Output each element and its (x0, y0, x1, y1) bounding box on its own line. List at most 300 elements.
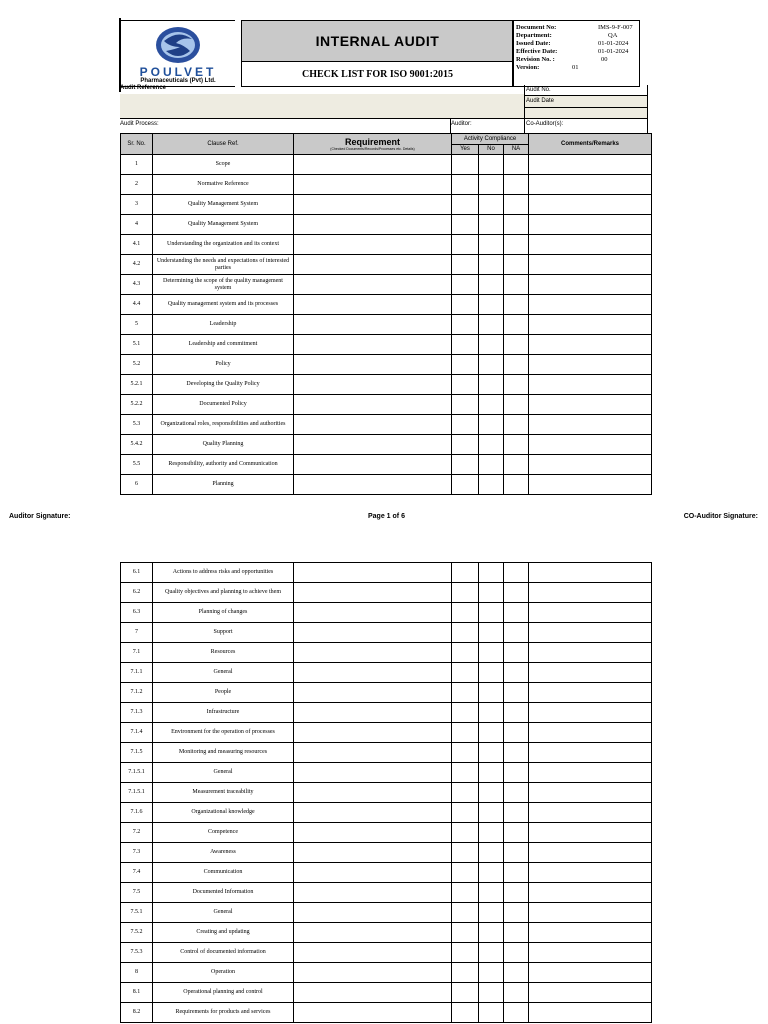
na-cell[interactable] (504, 195, 529, 215)
sr-no-cell: 4.1 (121, 235, 153, 255)
clause-cell: Determining the scope of the quality management system (153, 275, 294, 295)
requirement-cell[interactable] (294, 1003, 452, 1023)
na-cell[interactable] (504, 335, 529, 355)
sr-no-cell: 7.1.2 (121, 683, 153, 703)
no-cell[interactable] (479, 823, 504, 843)
no-cell[interactable] (479, 235, 504, 255)
clause-cell: Creating and updating (153, 923, 294, 943)
yes-cell[interactable] (452, 235, 479, 255)
sr-no-cell: 7.1.6 (121, 803, 153, 823)
requirement-cell[interactable] (294, 643, 452, 663)
requirement-cell[interactable] (294, 335, 452, 355)
table-row (121, 623, 652, 643)
clause-cell: Policy (153, 355, 294, 375)
requirement-cell[interactable] (294, 923, 452, 943)
yes-cell[interactable] (452, 843, 479, 863)
yes-cell[interactable] (452, 155, 479, 175)
na-cell[interactable] (504, 603, 529, 623)
table-row (121, 375, 652, 395)
table-row (121, 663, 652, 683)
na-cell[interactable] (504, 275, 529, 295)
clause-cell: Awareness (153, 843, 294, 863)
no-cell[interactable] (479, 155, 504, 175)
na-cell[interactable] (504, 1003, 529, 1023)
yes-cell[interactable] (452, 375, 479, 395)
sr-no-cell: 6.1 (121, 563, 153, 583)
clause-cell: General (153, 903, 294, 923)
audit-process-label: Audit Process: (120, 121, 159, 127)
no-cell[interactable] (479, 703, 504, 723)
comments-cell[interactable] (529, 603, 652, 623)
clause-cell: Responsibility, authority and Communication (153, 455, 294, 475)
no-cell[interactable] (479, 623, 504, 643)
requirement-cell[interactable] (294, 475, 452, 495)
yes-cell[interactable] (452, 315, 479, 335)
sr-no-cell: 8 (121, 963, 153, 983)
comments-cell[interactable] (529, 1003, 652, 1023)
comments-header: Comments/Remarks (529, 134, 652, 155)
no-cell[interactable] (479, 395, 504, 415)
na-cell[interactable] (504, 583, 529, 603)
sr-no-cell: 7.5.2 (121, 923, 153, 943)
no-cell[interactable] (479, 335, 504, 355)
comments-cell[interactable] (529, 455, 652, 475)
table-row (121, 723, 652, 743)
doc-info-row: Issued Date: 01-01-2024 (516, 40, 629, 47)
na-cell[interactable] (504, 843, 529, 863)
comments-cell[interactable] (529, 175, 652, 195)
requirement-cell[interactable] (294, 943, 452, 963)
clause-cell: Actions to address risks and opportunities (153, 563, 294, 583)
sr-no-cell: 7.3 (121, 843, 153, 863)
table-row (121, 903, 652, 923)
sr-no-cell: 4.2 (121, 255, 153, 275)
clause-cell: Environment for the operation of processes (153, 723, 294, 743)
requirement-cell[interactable] (294, 255, 452, 275)
table-row (121, 315, 652, 335)
yes-cell[interactable] (452, 355, 479, 375)
clause-cell: General (153, 663, 294, 683)
yes-cell[interactable] (452, 583, 479, 603)
no-cell[interactable] (479, 475, 504, 495)
table-row (121, 335, 652, 355)
yes-cell[interactable] (452, 783, 479, 803)
comments-cell[interactable] (529, 295, 652, 315)
requirement-cell[interactable] (294, 803, 452, 823)
sr-no-cell: 7.5.1 (121, 903, 153, 923)
na-cell[interactable] (504, 943, 529, 963)
yes-cell[interactable] (452, 475, 479, 495)
no-cell[interactable] (479, 783, 504, 803)
no-cell[interactable] (479, 963, 504, 983)
yes-cell[interactable] (452, 903, 479, 923)
requirement-subtitle: (Checked Documents/Records/Processes etc. Details) (330, 146, 415, 151)
requirement-cell[interactable] (294, 663, 452, 683)
table-row (121, 275, 652, 295)
divider (525, 95, 648, 96)
na-cell[interactable] (504, 703, 529, 723)
clause-cell: Measurement traceability (153, 783, 294, 803)
clause-cell: Monitoring and measuring resources (153, 743, 294, 763)
no-cell[interactable] (479, 215, 504, 235)
comments-cell[interactable] (529, 335, 652, 355)
na-cell[interactable] (504, 923, 529, 943)
comments-cell[interactable] (529, 475, 652, 495)
audit-reference-field[interactable] (120, 94, 524, 118)
comments-cell[interactable] (529, 643, 652, 663)
requirement-cell[interactable] (294, 703, 452, 723)
yes-cell[interactable] (452, 663, 479, 683)
no-cell[interactable] (479, 315, 504, 335)
no-cell[interactable] (479, 563, 504, 583)
yes-cell[interactable] (452, 563, 479, 583)
na-cell[interactable] (504, 803, 529, 823)
na-cell[interactable] (504, 355, 529, 375)
requirement-cell[interactable] (294, 455, 452, 475)
na-cell[interactable] (504, 455, 529, 475)
yes-cell[interactable] (452, 435, 479, 455)
requirement-cell[interactable] (294, 983, 452, 1003)
comments-cell[interactable] (529, 743, 652, 763)
co-auditor-signature-label: CO-Auditor Signature: (683, 513, 758, 520)
yes-cell[interactable] (452, 743, 479, 763)
comments-cell[interactable] (529, 823, 652, 843)
clause-cell: Communication (153, 863, 294, 883)
na-cell[interactable] (504, 863, 529, 883)
na-cell[interactable] (504, 255, 529, 275)
comments-cell[interactable] (529, 623, 652, 643)
comments-cell[interactable] (529, 155, 652, 175)
yes-cell[interactable] (452, 883, 479, 903)
no-cell[interactable] (479, 863, 504, 883)
yes-cell[interactable] (452, 415, 479, 435)
comments-cell[interactable] (529, 275, 652, 295)
yes-cell[interactable] (452, 195, 479, 215)
na-cell[interactable] (504, 563, 529, 583)
yes-cell[interactable] (452, 1003, 479, 1023)
clause-cell: Control of documented information (153, 943, 294, 963)
clause-cell: Operational planning and control (153, 983, 294, 1003)
na-cell[interactable] (504, 823, 529, 843)
yes-cell[interactable] (452, 175, 479, 195)
no-cell[interactable] (479, 683, 504, 703)
sr-no-cell: 7.4 (121, 863, 153, 883)
requirement-cell[interactable] (294, 903, 452, 923)
table-row (121, 235, 652, 255)
yes-cell[interactable] (452, 923, 479, 943)
requirement-cell[interactable] (294, 723, 452, 743)
no-cell[interactable] (479, 583, 504, 603)
yes-cell[interactable] (452, 803, 479, 823)
company-logo (120, 20, 235, 87)
clause-ref-header: Clause Ref. (153, 134, 294, 155)
comments-cell[interactable] (529, 583, 652, 603)
requirement-cell[interactable] (294, 843, 452, 863)
comments-cell[interactable] (529, 315, 652, 335)
yes-cell[interactable] (452, 275, 479, 295)
comments-cell[interactable] (529, 723, 652, 743)
requirement-cell[interactable] (294, 395, 452, 415)
no-cell[interactable] (479, 415, 504, 435)
yes-cell[interactable] (452, 623, 479, 643)
sr-no-cell: 7.1.1 (121, 663, 153, 683)
no-cell[interactable] (479, 803, 504, 823)
na-cell[interactable] (504, 235, 529, 255)
na-cell[interactable] (504, 435, 529, 455)
clause-cell: Competence (153, 823, 294, 843)
clause-cell: Quality Management System (153, 195, 294, 215)
clause-cell: Organizational knowledge (153, 803, 294, 823)
clause-cell: Quality Management System (153, 215, 294, 235)
no-cell[interactable] (479, 643, 504, 663)
table-row (121, 475, 652, 495)
na-cell[interactable] (504, 783, 529, 803)
checklist-table-page1 (120, 133, 652, 495)
yes-cell[interactable] (452, 763, 479, 783)
requirement-cell[interactable] (294, 783, 452, 803)
table-row (121, 455, 652, 475)
na-cell[interactable] (504, 395, 529, 415)
table-row (121, 583, 652, 603)
clause-cell: Quality Planning (153, 435, 294, 455)
comments-cell[interactable] (529, 923, 652, 943)
sr-no-cell: 5.1 (121, 335, 153, 355)
comments-cell[interactable] (529, 703, 652, 723)
document-info-box (512, 20, 640, 87)
table-row (121, 763, 652, 783)
na-cell[interactable] (504, 623, 529, 643)
yes-cell[interactable] (452, 683, 479, 703)
no-cell[interactable] (479, 1003, 504, 1023)
requirement-cell[interactable] (294, 415, 452, 435)
yes-cell[interactable] (452, 255, 479, 275)
divider (120, 118, 648, 119)
yes-cell[interactable] (452, 723, 479, 743)
company-subname: Pharmaceuticals (Pvt) Ltd. (140, 78, 216, 84)
table-row (121, 703, 652, 723)
table-row (121, 963, 652, 983)
comments-cell[interactable] (529, 783, 652, 803)
na-cell[interactable] (504, 175, 529, 195)
clause-cell: Planning (153, 475, 294, 495)
no-cell[interactable] (479, 943, 504, 963)
clause-cell: Quality objectives and planning to achieve them (153, 583, 294, 603)
yes-cell[interactable] (452, 703, 479, 723)
clause-cell: Infrastructure (153, 703, 294, 723)
na-cell[interactable] (504, 883, 529, 903)
requirement-cell[interactable] (294, 883, 452, 903)
requirement-cell[interactable] (294, 963, 452, 983)
comments-cell[interactable] (529, 683, 652, 703)
requirement-cell[interactable] (294, 295, 452, 315)
comments-cell[interactable] (529, 843, 652, 863)
auditor-signature-label: Auditor Signature: (9, 513, 71, 520)
comments-cell[interactable] (529, 763, 652, 783)
yes-cell[interactable] (452, 395, 479, 415)
no-cell[interactable] (479, 763, 504, 783)
yes-cell[interactable] (452, 603, 479, 623)
no-cell[interactable] (479, 743, 504, 763)
yes-cell[interactable] (452, 295, 479, 315)
no-cell[interactable] (479, 255, 504, 275)
no-cell[interactable] (479, 723, 504, 743)
no-cell[interactable] (479, 275, 504, 295)
sr-no-cell: 5 (121, 315, 153, 335)
requirement-cell[interactable] (294, 743, 452, 763)
no-cell[interactable] (479, 355, 504, 375)
no-cell[interactable] (479, 603, 504, 623)
comments-cell[interactable] (529, 395, 652, 415)
requirement-cell[interactable] (294, 355, 452, 375)
na-cell[interactable] (504, 743, 529, 763)
comments-cell[interactable] (529, 195, 652, 215)
table-row (121, 395, 652, 415)
na-cell[interactable] (504, 475, 529, 495)
requirement-cell[interactable] (294, 583, 452, 603)
comments-cell[interactable] (529, 355, 652, 375)
audit-no-label: Audit No. (526, 87, 551, 93)
comments-cell[interactable] (529, 663, 652, 683)
yes-cell[interactable] (452, 823, 479, 843)
comments-cell[interactable] (529, 563, 652, 583)
comments-cell[interactable] (529, 235, 652, 255)
comments-cell[interactable] (529, 255, 652, 275)
requirement-cell[interactable] (294, 155, 452, 175)
yes-cell[interactable] (452, 335, 479, 355)
no-cell[interactable] (479, 843, 504, 863)
no-cell[interactable] (479, 435, 504, 455)
clause-cell: Understanding the organization and its context (153, 235, 294, 255)
sr-no-cell: 3 (121, 195, 153, 215)
auditor-label: Auditor: (451, 121, 472, 127)
na-cell[interactable] (504, 315, 529, 335)
sr-no-cell: 4.3 (121, 275, 153, 295)
na-cell[interactable] (504, 963, 529, 983)
clause-cell: Resources (153, 643, 294, 663)
no-cell[interactable] (479, 923, 504, 943)
comments-cell[interactable] (529, 215, 652, 235)
comments-cell[interactable] (529, 863, 652, 883)
requirement-cell[interactable] (294, 275, 452, 295)
no-cell[interactable] (479, 455, 504, 475)
divider (525, 107, 648, 108)
na-cell[interactable] (504, 375, 529, 395)
requirement-cell[interactable] (294, 623, 452, 643)
clause-cell: Documented Information (153, 883, 294, 903)
requirement-cell[interactable] (294, 435, 452, 455)
sr-no-cell: 7.5 (121, 883, 153, 903)
na-cell[interactable] (504, 763, 529, 783)
activity-compliance-header: Activity Compliance (452, 134, 529, 145)
requirement-cell[interactable] (294, 375, 452, 395)
doc-info-row: Revision No. : 00 (516, 56, 608, 63)
na-cell[interactable] (504, 155, 529, 175)
comments-cell[interactable] (529, 883, 652, 903)
sr-no-cell: 6.3 (121, 603, 153, 623)
na-cell[interactable] (504, 983, 529, 1003)
comments-cell[interactable] (529, 435, 652, 455)
table-row (121, 195, 652, 215)
no-cell[interactable] (479, 983, 504, 1003)
requirement-cell[interactable] (294, 763, 452, 783)
na-cell[interactable] (504, 723, 529, 743)
sr-no-cell: 5.5 (121, 455, 153, 475)
audit-date-label: Audit Date (526, 98, 555, 104)
na-header: NA (504, 145, 529, 155)
sr-no-cell: 4.4 (121, 295, 153, 315)
comments-cell[interactable] (529, 803, 652, 823)
requirement-cell[interactable] (294, 315, 452, 335)
comments-cell[interactable] (529, 963, 652, 983)
na-cell[interactable] (504, 415, 529, 435)
requirement-cell[interactable] (294, 563, 452, 583)
no-cell[interactable] (479, 175, 504, 195)
table-row (121, 743, 652, 763)
requirement-cell[interactable] (294, 175, 452, 195)
divider (647, 85, 648, 134)
no-cell[interactable] (479, 375, 504, 395)
table-row (121, 435, 652, 455)
no-cell[interactable] (479, 195, 504, 215)
audit-date-field[interactable] (525, 107, 648, 118)
comments-cell[interactable] (529, 943, 652, 963)
sr-no-cell: 8.1 (121, 983, 153, 1003)
yes-cell[interactable] (452, 863, 479, 883)
yes-cell[interactable] (452, 215, 479, 235)
comments-cell[interactable] (529, 375, 652, 395)
na-cell[interactable] (504, 643, 529, 663)
no-cell[interactable] (479, 295, 504, 315)
comments-cell[interactable] (529, 415, 652, 435)
table-row (121, 863, 652, 883)
na-cell[interactable] (504, 663, 529, 683)
yes-cell[interactable] (452, 983, 479, 1003)
requirement-cell[interactable] (294, 863, 452, 883)
yes-cell[interactable] (452, 455, 479, 475)
comments-cell[interactable] (529, 983, 652, 1003)
na-cell[interactable] (504, 903, 529, 923)
requirement-cell[interactable] (294, 235, 452, 255)
table-row (121, 943, 652, 963)
clause-cell: Understanding the needs and expectations of interested parties (153, 255, 294, 275)
no-cell[interactable] (479, 903, 504, 923)
na-cell[interactable] (504, 295, 529, 315)
divider (450, 118, 451, 134)
yes-header: Yes (452, 145, 479, 155)
comments-cell[interactable] (529, 903, 652, 923)
yes-cell[interactable] (452, 963, 479, 983)
requirement-cell[interactable] (294, 215, 452, 235)
yes-cell[interactable] (452, 643, 479, 663)
no-cell[interactable] (479, 663, 504, 683)
sr-no-cell: 7.1.5.1 (121, 763, 153, 783)
na-cell[interactable] (504, 683, 529, 703)
na-cell[interactable] (504, 215, 529, 235)
table-row (121, 355, 652, 375)
table-row (121, 843, 652, 863)
requirement-cell[interactable] (294, 603, 452, 623)
sr-no-cell: 2 (121, 175, 153, 195)
table-row (121, 983, 652, 1003)
no-cell[interactable] (479, 883, 504, 903)
table-row (121, 823, 652, 843)
requirement-cell[interactable] (294, 823, 452, 843)
requirement-cell[interactable] (294, 195, 452, 215)
requirement-cell[interactable] (294, 683, 452, 703)
checklist-table-page2 (120, 562, 652, 1023)
clause-cell: Organizational roles, responsibilities and authorities (153, 415, 294, 435)
yes-cell[interactable] (452, 943, 479, 963)
